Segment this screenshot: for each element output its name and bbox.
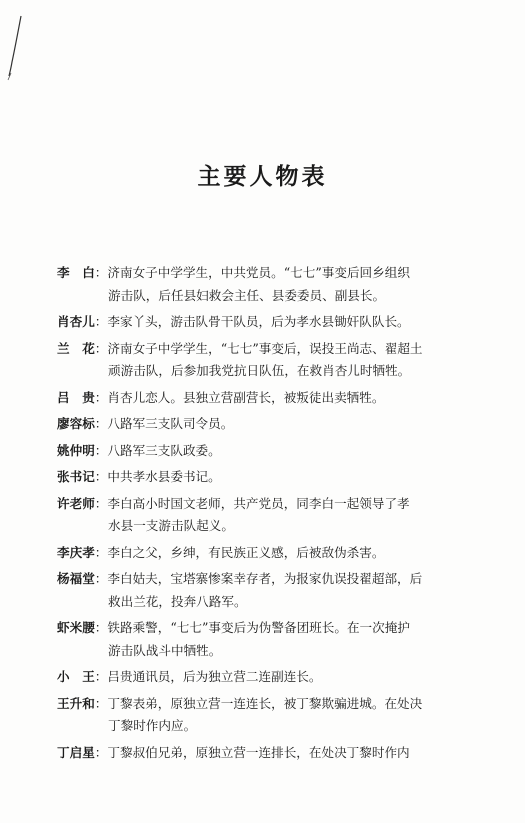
character-entry [57, 387, 477, 410]
character-entry [57, 568, 477, 613]
character-description: 八路军三支队司令员。 [107, 416, 234, 431]
character-entry [57, 542, 477, 565]
character-first-line [57, 262, 477, 285]
character-name: 兰 花 [57, 340, 95, 356]
character-name: 李 白 [57, 265, 95, 280]
character-entry [57, 693, 477, 738]
character-entry [57, 617, 477, 662]
character-first-line [57, 311, 477, 334]
character-description: 李白高小时国文老师，共产党员，同李白一起领导了孝 [107, 495, 410, 511]
name-separator: ： [94, 389, 108, 405]
character-name: 吕 贵 [57, 389, 95, 405]
character-continuation-line: 游击队战斗中牺牲。 [108, 642, 222, 658]
character-first-line [57, 666, 477, 689]
character-first-line [57, 466, 477, 489]
character-description: 八路军三支队政委。 [107, 442, 221, 458]
character-description: 肖杏儿恋人。县独立营副营长，被叛徒出卖牺牲。 [107, 389, 385, 405]
character-entry [57, 338, 477, 383]
character-description: 济南女子中学学生，“七七”事变后，误投王尚志、翟超土 [107, 340, 423, 356]
character-first-line [57, 387, 477, 410]
character-continuation-line: 救出兰花，投奔八路军。 [108, 593, 247, 609]
name-separator: ： [94, 314, 108, 329]
character-first-line [57, 568, 477, 591]
character-entry [57, 466, 477, 489]
character-entry [57, 413, 477, 436]
character-description: 李白姑夫，宝塔寨惨案幸存者，为报家仇误投翟超部，后 [107, 571, 423, 586]
name-separator: ： [94, 695, 108, 711]
character-continuation-line: 顽游击队，后参加我党抗日队伍，在救肖杏儿时牺牲。 [108, 363, 411, 378]
character-description: 李白之父，乡绅，有民族正义感，后被敌伪杀害。 [107, 544, 385, 560]
name-separator: ： [94, 442, 108, 458]
character-name: 丁启星 [57, 744, 95, 760]
name-separator: ： [94, 571, 108, 586]
character-name: 肖杏儿 [57, 314, 95, 329]
character-entry [57, 440, 477, 463]
character-entry [57, 262, 477, 307]
character-first-line [57, 693, 477, 716]
name-separator: ： [94, 669, 108, 684]
name-separator: ： [94, 744, 108, 760]
character-first-line [57, 617, 477, 640]
name-separator: ： [94, 265, 108, 280]
character-continuation-line: 游击队，后任县妇救会主任、县委委员、副县长。 [108, 287, 386, 303]
character-first-line [57, 338, 477, 361]
name-separator: ： [94, 544, 108, 560]
character-first-line [57, 542, 477, 565]
page-title: 主要人物表 [197, 163, 328, 190]
name-separator: ： [94, 340, 108, 356]
name-separator: ： [94, 495, 108, 511]
character-continuation-line: 水县一支游击队起义。 [108, 518, 234, 533]
character-entry [57, 742, 477, 765]
character-name: 小 王 [57, 669, 95, 684]
character-description: 丁黎叔伯兄弟，原独立营一连排长，在处决丁黎时作内 [107, 744, 410, 760]
character-entry [57, 311, 477, 334]
name-separator: ： [94, 620, 108, 635]
character-continuation-line: 丁黎时作内应。 [108, 718, 197, 733]
character-name: 张书记 [57, 469, 95, 484]
character-description: 铁路乘警，“七七”事变后为伪警备团班长。在一次掩护 [107, 620, 410, 635]
character-name: 杨福堂 [57, 571, 95, 586]
character-name: 廖容标 [57, 416, 95, 431]
character-name: 王升和 [57, 695, 95, 711]
character-description: 李家丫头，游击队骨干队员，后为孝水县锄奸队队长。 [107, 314, 410, 329]
character-list [57, 262, 477, 768]
character-first-line [57, 413, 477, 436]
character-entry [57, 666, 477, 689]
character-name: 姚仲明 [57, 442, 95, 458]
name-separator: ： [94, 469, 108, 484]
character-description: 吕贵通讯员，后为独立营二连副连长。 [107, 669, 322, 684]
character-name: 许老师 [57, 495, 95, 511]
character-name: 李庆孝 [57, 544, 95, 560]
scan-mark [6, 14, 26, 84]
character-first-line [57, 493, 477, 516]
character-first-line [57, 742, 477, 765]
character-description: 丁黎表弟，原独立营一连连长，被丁黎欺骗进城。在处决 [107, 695, 423, 711]
character-description: 中共孝水县委书记。 [107, 469, 221, 484]
name-separator: ： [94, 416, 108, 431]
character-entry [57, 493, 477, 538]
character-name: 虾米腰 [57, 620, 95, 635]
character-description: 济南女子中学学生，中共党员。“七七”事变后回乡组织 [107, 265, 410, 280]
character-first-line [57, 440, 477, 463]
